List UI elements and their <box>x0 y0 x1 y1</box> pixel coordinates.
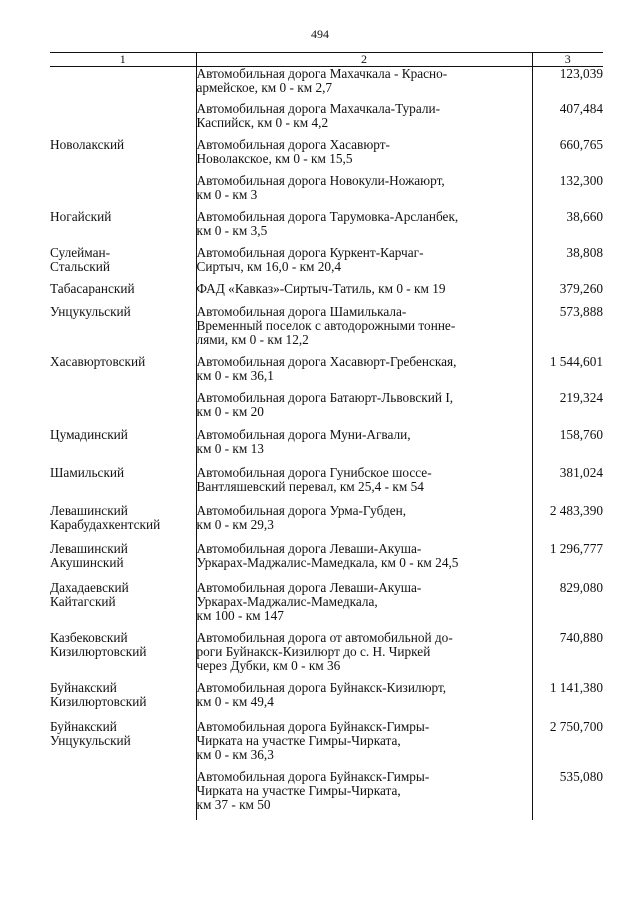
road-description: Автомобильная дорога Куркент-Карчаг- <box>196 244 424 260</box>
amount-cell <box>532 246 603 282</box>
road-cell <box>196 102 532 138</box>
road-description: км 0 - км 36,1 <box>196 367 274 383</box>
district-cell <box>50 246 196 282</box>
road-cell <box>196 174 532 210</box>
amount-cell <box>532 631 603 681</box>
road-description: лями, км 0 - км 12,2 <box>196 331 309 347</box>
road-cell <box>196 246 532 282</box>
district-cell <box>50 355 196 391</box>
amount-value: 219,324 <box>559 389 603 405</box>
table-row <box>50 720 603 770</box>
road-description: Временный поселок с автодорожными тонне- <box>196 317 456 333</box>
road-description: через Дубки, км 0 - км 36 <box>196 657 341 673</box>
table-row <box>50 631 603 681</box>
road-description: армейское, км 0 - км 2,7 <box>196 80 333 95</box>
district-cell <box>50 681 196 720</box>
table-row <box>50 770 603 820</box>
amount-cell <box>532 138 603 174</box>
district-cell <box>50 581 196 631</box>
amount-cell <box>532 466 603 504</box>
header-col-1: 1 <box>50 53 196 67</box>
amount-cell <box>532 174 603 210</box>
district-name: Стальский <box>50 258 110 274</box>
road-description: Новолакское, км 0 - км 15,5 <box>196 150 353 166</box>
road-cell <box>196 504 532 542</box>
road-cell <box>196 770 532 820</box>
road-description: Автомобильная дорога Гунибское шоссе- <box>196 464 432 480</box>
table-row <box>50 210 603 246</box>
amount-value: 2 483,390 <box>549 502 603 518</box>
road-cell <box>196 581 532 631</box>
district-cell <box>50 720 196 770</box>
district-name: Новолакский <box>50 136 125 152</box>
road-cell <box>196 720 532 770</box>
amount-cell <box>532 67 603 102</box>
district-cell <box>50 542 196 581</box>
amount-cell <box>532 581 603 631</box>
district-name: Кайтагский <box>50 593 116 609</box>
district-name: Карабудахкентский <box>50 516 161 532</box>
road-description: Автомобильная дорога Махачкала-Турали- <box>196 100 441 116</box>
road-cell <box>196 391 532 428</box>
table-row <box>50 504 603 542</box>
road-cell <box>196 210 532 246</box>
district-name: Табасаранский <box>50 280 135 296</box>
road-description: Автомобильная дорога Леваши-Акуша- <box>196 579 422 595</box>
road-description: Автомобильная дорога Хасавюрт- <box>196 136 390 152</box>
table-row <box>50 428 603 466</box>
district-cell <box>50 67 196 102</box>
road-description: Уркарах-Маджалис-Мамедкала, <box>196 593 378 609</box>
district-name: Шамильский <box>50 464 125 480</box>
road-cell <box>196 138 532 174</box>
amount-cell <box>532 210 603 246</box>
table-row <box>50 246 603 282</box>
page-number: 494 <box>311 27 329 41</box>
road-description: Чирката на участке Гимры-Чирката, <box>196 732 401 748</box>
district-cell <box>50 210 196 246</box>
road-description: Автомобильная дорога Урма-Губден, <box>196 502 407 518</box>
road-description: роги Буйнакск-Кизилюрт до с. Н. Чиркей <box>196 643 431 659</box>
road-description: км 0 - км 36,3 <box>196 746 274 762</box>
district-name: Казбековский <box>50 629 128 645</box>
header-col-3: 3 <box>532 53 603 67</box>
amount-value: 123,039 <box>559 66 603 81</box>
district-name: Цумадинский <box>50 426 128 442</box>
table-row <box>50 138 603 174</box>
road-description: ФАД «Кавказ»-Сиртыч-Татиль, км 0 - км 19 <box>196 280 446 296</box>
road-cell <box>196 67 532 102</box>
road-description: Автомобильная дорога Буйнакск-Кизилюрт, <box>196 679 447 695</box>
amount-cell <box>532 542 603 581</box>
district-cell <box>50 305 196 355</box>
amount-value: 1 544,601 <box>549 353 603 369</box>
amount-cell <box>532 770 603 820</box>
district-cell <box>50 174 196 210</box>
district-cell <box>50 770 196 820</box>
table-body <box>50 67 603 820</box>
district-cell <box>50 466 196 504</box>
table-row <box>50 391 603 428</box>
road-description: км 37 - км 50 <box>196 796 271 812</box>
district-cell <box>50 102 196 138</box>
road-description: км 0 - км 3 <box>196 186 258 202</box>
amount-cell <box>532 102 603 138</box>
road-description: Уркарах-Маджалис-Мамедкала, км 0 - км 24,5 <box>196 554 459 570</box>
road-description: Автомобильная дорога от автомобильной до- <box>196 629 453 645</box>
amount-value: 158,760 <box>559 426 603 442</box>
road-cell <box>196 681 532 720</box>
header-col-2: 2 <box>196 53 532 67</box>
road-cell <box>196 542 532 581</box>
district-cell <box>50 282 196 305</box>
road-description: Автомобильная дорога Леваши-Акуша- <box>196 540 422 556</box>
table-row <box>50 102 603 138</box>
district-name: Унцукульский <box>50 303 131 319</box>
roads-table <box>50 52 603 820</box>
district-name: Унцукульский <box>50 732 131 748</box>
amount-value: 381,024 <box>559 464 603 480</box>
table-row <box>50 305 603 355</box>
district-cell <box>50 428 196 466</box>
road-description: Сиртыч, км 16,0 - км 20,4 <box>196 258 342 274</box>
amount-value: 38,808 <box>566 244 603 260</box>
road-description: Автомобильная дорога Шамилькала- <box>196 303 407 319</box>
road-cell <box>196 305 532 355</box>
road-description: км 0 - км 3,5 <box>196 222 268 238</box>
road-description: км 0 - км 49,4 <box>196 693 274 709</box>
district-name: Кизилюртовский <box>50 693 147 709</box>
table-row <box>50 282 603 305</box>
amount-value: 379,260 <box>559 280 603 296</box>
district-name: Дахадаевский <box>50 579 129 595</box>
amount-value: 660,765 <box>559 136 603 152</box>
road-description: км 0 - км 13 <box>196 440 264 456</box>
district-cell <box>50 391 196 428</box>
amount-value: 535,080 <box>559 768 603 784</box>
amount-value: 38,660 <box>566 208 603 224</box>
road-description: км 0 - км 20 <box>196 403 264 419</box>
road-cell <box>196 282 532 305</box>
amount-cell <box>532 282 603 305</box>
table-row <box>50 466 603 504</box>
road-description: Автомобильная дорога Муни-Агвали, <box>196 426 411 442</box>
table-row <box>50 581 603 631</box>
road-cell <box>196 466 532 504</box>
amount-cell <box>532 391 603 428</box>
road-description: Автомобильная дорога Новокули-Ножаюрт, <box>196 172 445 188</box>
road-cell <box>196 355 532 391</box>
district-name: Акушинский <box>50 554 124 570</box>
table-row <box>50 67 603 102</box>
table-row <box>50 355 603 391</box>
amount-cell <box>532 681 603 720</box>
road-description: Автомобильная дорога Хасавюрт-Гребенская, <box>196 353 457 369</box>
road-description: Автомобильная дорога Буйнакск-Гимры- <box>196 718 430 734</box>
amount-value: 407,484 <box>559 100 603 116</box>
table-header-row <box>50 53 603 67</box>
amount-cell <box>532 355 603 391</box>
road-description: Каспийск, км 0 - км 4,2 <box>196 114 329 130</box>
road-description: Автомобильная дорога Тарумовка-Арсланбек, <box>196 208 459 224</box>
district-name: Ногайский <box>50 208 112 224</box>
road-description: Автомобильная дорога Буйнакск-Гимры- <box>196 768 430 784</box>
table-row <box>50 174 603 210</box>
district-name: Хасавюртовский <box>50 353 146 369</box>
district-name: Буйнакский <box>50 679 117 695</box>
road-description: Автомобильная дорога Махачкала - Красно- <box>196 66 448 81</box>
amount-value: 573,888 <box>559 303 603 319</box>
amount-cell <box>532 428 603 466</box>
district-cell <box>50 504 196 542</box>
amount-value: 1 296,777 <box>549 540 603 556</box>
road-cell <box>196 631 532 681</box>
road-description: Автомобильная дорога Батаюрт-Львовский I, <box>196 389 454 405</box>
road-description: км 100 - км 147 <box>196 607 284 623</box>
amount-cell <box>532 720 603 770</box>
district-cell <box>50 138 196 174</box>
amount-value: 740,880 <box>559 629 603 645</box>
district-name: Кизилюртовский <box>50 643 147 659</box>
road-description: км 0 - км 29,3 <box>196 516 274 532</box>
district-name: Сулейман- <box>50 244 111 260</box>
amount-value: 1 141,380 <box>549 679 603 695</box>
district-name: Левашинский <box>50 502 128 518</box>
amount-cell <box>532 305 603 355</box>
district-cell <box>50 631 196 681</box>
road-description: Чирката на участке Гимры-Чирката, <box>196 782 401 798</box>
table-row <box>50 681 603 720</box>
amount-value: 132,300 <box>559 172 603 188</box>
table-row <box>50 542 603 581</box>
road-cell <box>196 428 532 466</box>
amount-value: 829,080 <box>559 579 603 595</box>
amount-cell <box>532 504 603 542</box>
district-name: Буйнакский <box>50 718 117 734</box>
district-name: Левашинский <box>50 540 128 556</box>
amount-value: 2 750,700 <box>549 718 603 734</box>
road-description: Вантляшевский перевал, км 25,4 - км 54 <box>196 478 424 494</box>
